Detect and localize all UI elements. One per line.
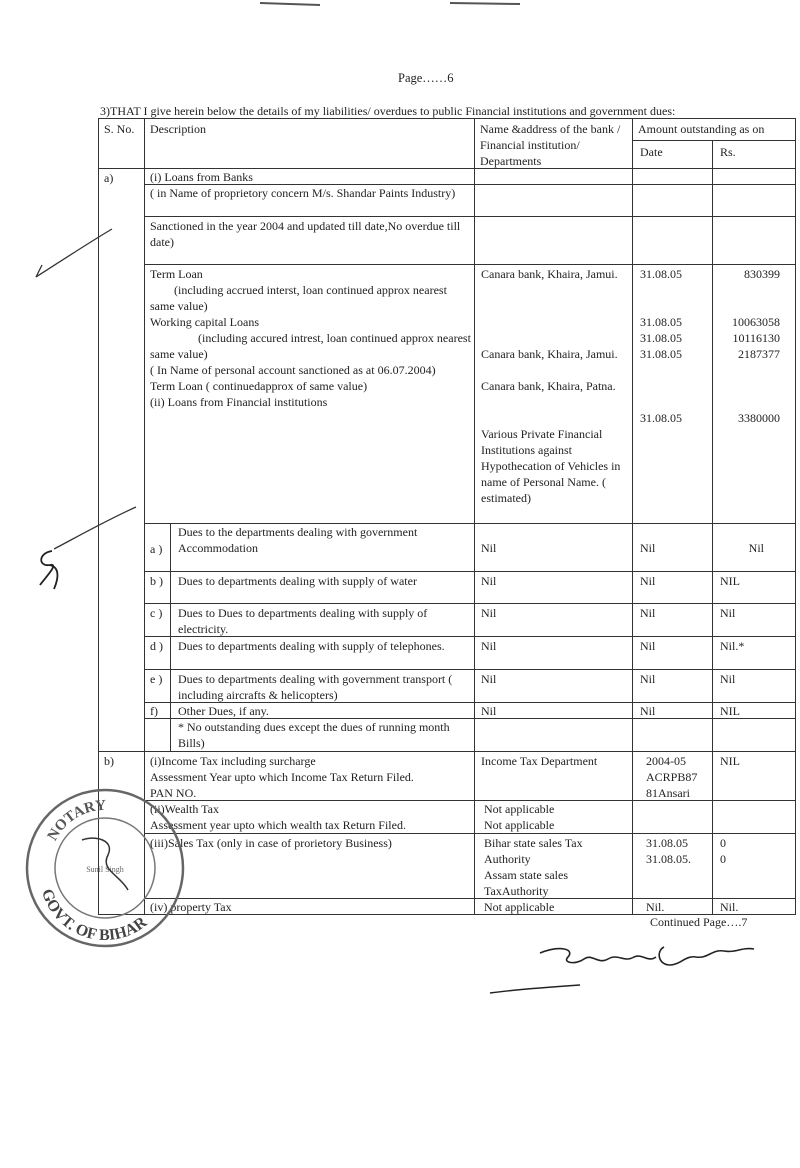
income-tax-bank: Income Tax Department [481, 754, 598, 768]
date-5: 31.08.05 [640, 411, 682, 425]
stamp-bottom-text [38, 887, 151, 944]
dues-rs-a: Nil [748, 541, 764, 555]
property-tax-label: (iv) property Tax [150, 900, 232, 914]
header-date: Date [640, 145, 663, 159]
dues-date-c: Nil [640, 606, 656, 620]
date-2: 31.08.05 [640, 315, 682, 329]
sales-tax-date-1: 31.08.05 [646, 836, 688, 850]
bank-4: Various Private Financial Institutions against Hypothecation of Vehicles in name of Personal Name. ( estimated) [481, 427, 621, 505]
page-number: Page……6 [398, 71, 454, 85]
dues-desc-b: Dues to departments dealing with supply of water [178, 574, 417, 588]
bank-3: Canara bank, Khaira, Patna. [481, 379, 616, 393]
bank-2: Canara bank, Khaira, Jamui. [481, 347, 618, 361]
dues-letter-e: e ) [150, 672, 163, 686]
amount-2: 10063058 [732, 315, 780, 329]
date-4: 31.08.05 [640, 347, 682, 361]
sales-tax-bank-block [484, 835, 628, 899]
dues-desc-d: Dues to departments dealing with supply of telephones. [178, 639, 445, 653]
stamp-center-text: Sunil Singh [86, 865, 124, 874]
sales-tax-date-2: 31.08.05. [646, 852, 691, 866]
date-1: 31.08.05 [640, 267, 682, 281]
working-capital-note: (including accured intrest, loan continued approx nearest same value) [150, 331, 471, 361]
sales-tax-rs-2: 0 [720, 852, 726, 866]
continued-page: Continued Page….7 [650, 915, 748, 929]
amount-5: 3380000 [738, 411, 780, 425]
dues-rs-c: Nil [720, 606, 736, 620]
working-capital-label: Working capital Loans [150, 315, 260, 329]
wealth-tax-block [150, 801, 472, 833]
stamp-top-text [45, 798, 107, 844]
dues-date-a: Nil [640, 541, 656, 555]
dues-letter-b: b ) [150, 574, 163, 588]
dues-date-d: Nil [640, 639, 656, 653]
wealth-na-2: Not applicable [484, 818, 555, 832]
header-sno: S. No. [104, 122, 135, 136]
sales-tax-bank-2: Assam state sales TaxAuthority [484, 868, 568, 898]
wealth-tax-assessment: Assessment year upto which wealth tax Return Filed. [150, 818, 406, 832]
term-loan-note: (including accrued interst, loan continued approx nearest same value) [150, 283, 447, 313]
dues-rs-e: Nil [720, 672, 736, 686]
date-3: 31.08.05 [640, 331, 682, 345]
amount-3: 10116130 [732, 331, 780, 345]
property-tax-rs: Nil. [720, 900, 739, 914]
handwritten-tick-1 [30, 225, 120, 285]
dues-letter-a: a ) [150, 542, 163, 556]
loans-from-banks: (i) Loans from Banks [150, 170, 253, 184]
stamp-top-path: NOTARY [44, 797, 107, 844]
dues-letter-c: c ) [150, 606, 163, 620]
property-tax-bank: Not applicable [484, 900, 555, 914]
dues-desc-e: Dues to departments dealing with government transport ( including aircrafts & helicopters) [178, 672, 453, 702]
term-loan-2: Term Loan ( continuedapprox of same value) [150, 379, 368, 393]
margin-initial [30, 545, 70, 595]
wealth-tax-label: (ii)Wealth Tax [150, 802, 219, 816]
signature [480, 935, 780, 1005]
amount-1: 830399 [744, 267, 780, 281]
header-amount-group: Amount outstanding as on [638, 122, 765, 136]
dues-letter-d: d ) [150, 639, 163, 653]
sanctioned-note: Sanctioned in the year 2004 and updated till date,No overdue till date) [150, 219, 461, 249]
income-tax-date: 2004-05 ACRPB87 81Ansari [646, 754, 698, 800]
dues-date-e: Nil [640, 672, 656, 686]
personal-account-note: ( In Name of personal account sanctioned as at 06.07.2004) [150, 363, 436, 377]
dues-rs-f: NIL [720, 704, 740, 718]
term-loan-label: Term Loan [150, 267, 203, 281]
dues-rs-b: NIL [720, 574, 740, 588]
pan-label: PAN NO. [150, 786, 197, 800]
dues-letter-f: f) [150, 704, 158, 718]
wealth-na-1: Not applicable [484, 802, 555, 816]
dues-bank-b: Nil [481, 574, 497, 588]
proprietory-concern: ( in Name of proprietory concern M/s. Shandar Paints Industry) [150, 186, 456, 200]
income-tax-assessment: Assessment Year upto which Income Tax Return Filed. [150, 770, 414, 784]
scan-mark [230, 0, 530, 10]
sales-tax-bank-1: Bihar state sales Tax Authority [484, 836, 583, 866]
dues-note: * No outstanding dues except the dues of running month Bills) [178, 720, 450, 750]
dues-desc-a: Dues to the departments dealing with government Accommodation [178, 525, 418, 555]
dues-desc-f: Other Dues, if any. [178, 704, 269, 718]
income-tax-label: (i)Income Tax including surcharge [150, 754, 316, 768]
wealth-na-block [484, 801, 628, 833]
dues-bank-e: Nil [481, 672, 497, 686]
sales-tax-rs [720, 835, 760, 867]
dues-date-f: Nil [640, 704, 656, 718]
dues-bank-a: Nil [481, 541, 497, 555]
dues-desc-c: Dues to Dues to departments dealing with supply of electricity. [178, 606, 428, 636]
income-tax-rs: NIL [720, 754, 740, 768]
dues-bank-d: Nil [481, 639, 497, 653]
amount-4: 2187377 [738, 347, 780, 361]
income-tax-block [150, 753, 472, 801]
section-b-label: b) [104, 754, 114, 768]
property-tax-date: Nil. [646, 900, 665, 914]
header-bank: Name &address of the bank / Financial institution/ Departments [480, 122, 621, 168]
bank-1: Canara bank, Khaira, Jamui. [481, 267, 618, 281]
dues-bank-f: Nil [481, 704, 497, 718]
header-description: Description [150, 122, 206, 136]
header-rs: Rs. [720, 145, 736, 159]
intro-text: 3)THAT I give herein below the details of my liabilities/ overdues to public Financial institutions and government dues: [100, 104, 676, 118]
stamp-bottom-path: GOVT. OF BIHAR [37, 886, 151, 945]
sales-tax-rs-1: 0 [720, 836, 726, 850]
dues-date-b: Nil [640, 574, 656, 588]
section-a-label: a) [104, 171, 114, 185]
term-loan-block [150, 266, 472, 410]
sales-tax-dates [646, 835, 710, 867]
fin-institutions-label: (ii) Loans from Financial institutions [150, 395, 328, 409]
dues-rs-d: Nil.* [720, 639, 745, 653]
dues-bank-c: Nil [481, 606, 497, 620]
sales-tax-label: (iii)Sales Tax (only in case of prorietory Business) [150, 836, 392, 850]
notary-stamp [20, 780, 190, 950]
